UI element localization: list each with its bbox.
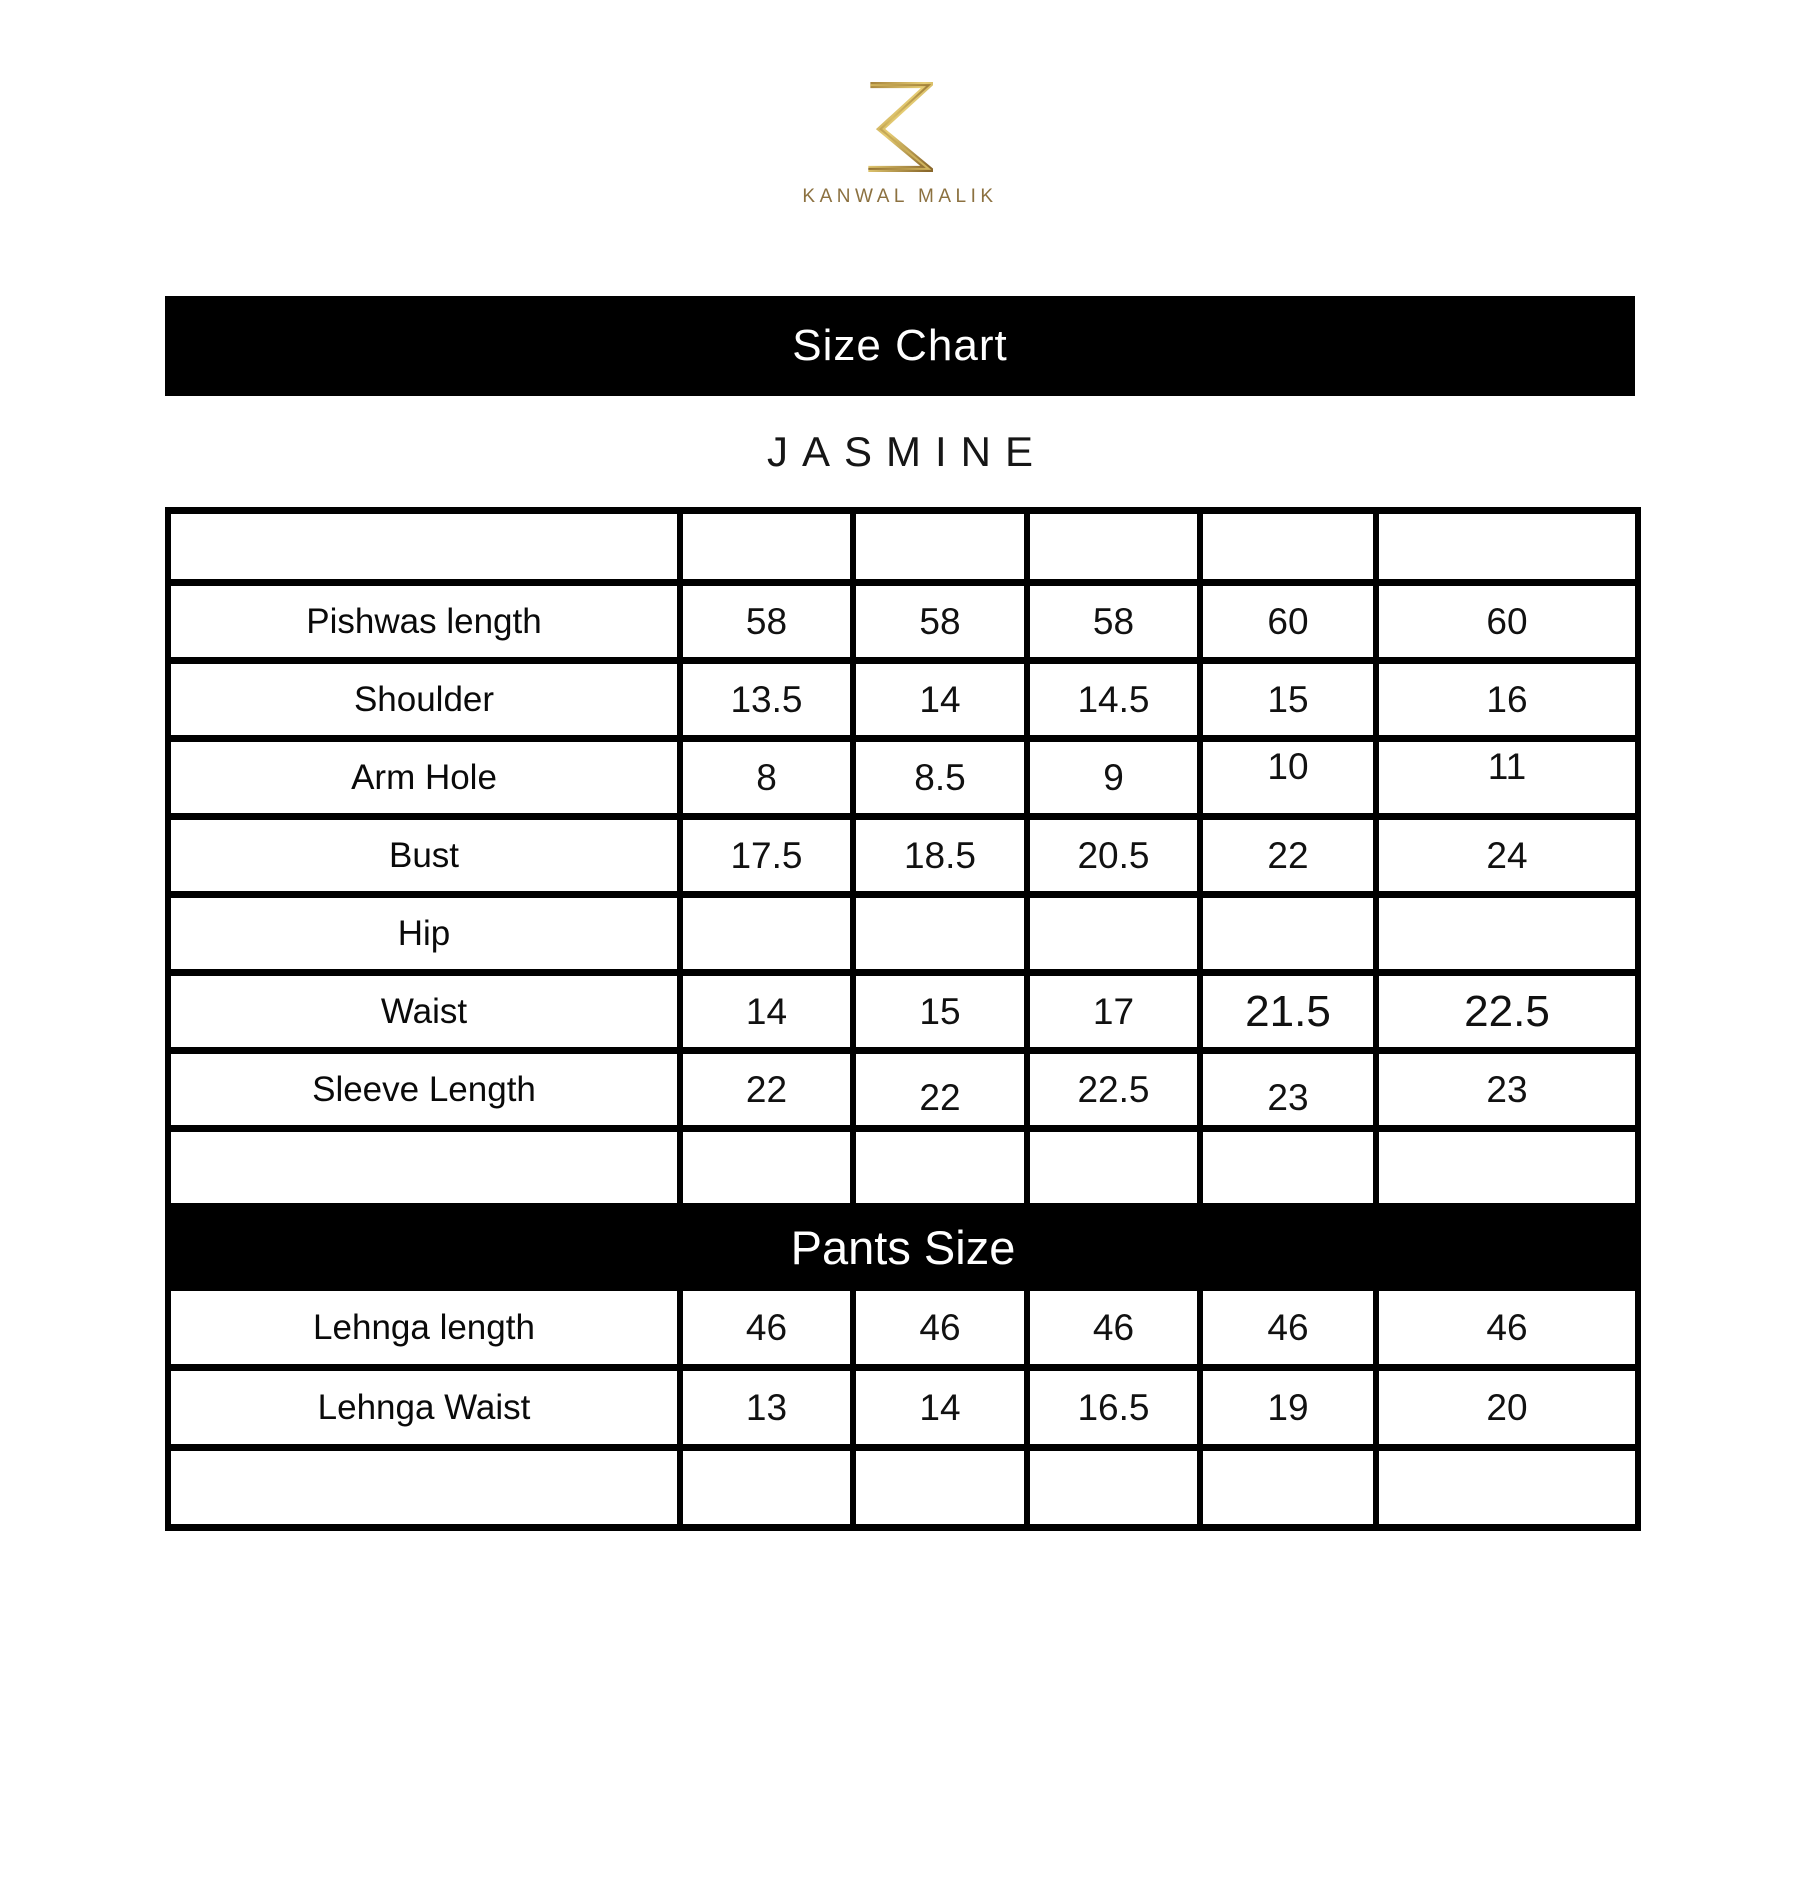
size-chart-banner bbox=[165, 296, 1635, 396]
size-chart-table-wrapper bbox=[165, 507, 1641, 1531]
cell-value: 14 bbox=[853, 661, 1027, 739]
cell-value bbox=[853, 1448, 1027, 1528]
cell-value: 23 bbox=[1200, 1051, 1376, 1129]
cell-value bbox=[1027, 895, 1200, 973]
cell-value: 46 bbox=[680, 1288, 853, 1368]
size-chart-banner-title: Size Chart bbox=[792, 321, 1008, 370]
row-empty-top-section bbox=[168, 1129, 1638, 1207]
cell-value: 9 bbox=[1027, 739, 1200, 817]
cell-value: 21.5 bbox=[1200, 973, 1376, 1051]
cell-value: 22 bbox=[1200, 817, 1376, 895]
row-label: Hip bbox=[168, 895, 680, 973]
cell-value: 22 bbox=[853, 1051, 1027, 1129]
cell-value bbox=[1376, 895, 1638, 973]
cell-value: 20.5 bbox=[1027, 817, 1200, 895]
size-chart-table bbox=[165, 507, 1641, 1531]
row-shoulder bbox=[168, 661, 1638, 739]
row-label: Lehnga length bbox=[168, 1288, 680, 1368]
cell-value bbox=[1200, 1129, 1376, 1207]
cell-value bbox=[1027, 1448, 1200, 1528]
brand-monogram-icon bbox=[867, 80, 933, 174]
pants-size-banner-row bbox=[168, 1207, 1638, 1288]
cell-value: 58 bbox=[680, 583, 853, 661]
row-pishwas-length bbox=[168, 583, 1638, 661]
row-label: Arm Hole bbox=[168, 739, 680, 817]
cell-value bbox=[1376, 1129, 1638, 1207]
cell-value: 8.5 bbox=[853, 739, 1027, 817]
header-size-medium: Medium bbox=[1027, 511, 1200, 583]
cell-value: 20 bbox=[1376, 1368, 1638, 1448]
cell-value: 16.5 bbox=[1027, 1368, 1200, 1448]
cell-value: 13 bbox=[680, 1368, 853, 1448]
cell-value: 16 bbox=[1376, 661, 1638, 739]
row-lehnga-waist bbox=[168, 1368, 1638, 1448]
header-size-large: Large bbox=[1200, 511, 1376, 583]
row-hip bbox=[168, 895, 1638, 973]
cell-value: 15 bbox=[853, 973, 1027, 1051]
product-name: JASMINE bbox=[766, 428, 1048, 475]
row-label: Shoulder bbox=[168, 661, 680, 739]
row-sleeve-length bbox=[168, 1051, 1638, 1129]
header-size-ex-large: Ex large bbox=[1376, 511, 1638, 583]
cell-value: 22.5 bbox=[1376, 973, 1638, 1051]
cell-value bbox=[680, 1448, 853, 1528]
cell-value: 60 bbox=[1200, 583, 1376, 661]
cell-value bbox=[1200, 895, 1376, 973]
cell-value: 58 bbox=[853, 583, 1027, 661]
row-bust bbox=[168, 817, 1638, 895]
row-lehnga-length bbox=[168, 1288, 1638, 1368]
cell-value bbox=[680, 1129, 853, 1207]
cell-value: 46 bbox=[1027, 1288, 1200, 1368]
cell-value: 17.5 bbox=[680, 817, 853, 895]
cell-value: 14.5 bbox=[1027, 661, 1200, 739]
cell-value bbox=[680, 895, 853, 973]
cell-value: 22 bbox=[680, 1051, 853, 1129]
cell-value: 15 bbox=[1200, 661, 1376, 739]
cell-value: 46 bbox=[853, 1288, 1027, 1368]
header-size-small: Small bbox=[853, 511, 1027, 583]
row-label: Waist bbox=[168, 973, 680, 1051]
cell-value: 19 bbox=[1200, 1368, 1376, 1448]
cell-value: 10 bbox=[1200, 739, 1376, 817]
cell-value bbox=[1376, 1448, 1638, 1528]
row-arm-hole bbox=[168, 739, 1638, 817]
cell-value bbox=[1200, 1448, 1376, 1528]
cell-value: 46 bbox=[1200, 1288, 1376, 1368]
cell-value: 18.5 bbox=[853, 817, 1027, 895]
brand-logo bbox=[0, 80, 1800, 208]
cell-value bbox=[1027, 1129, 1200, 1207]
pants-size-banner-title: Pants Size bbox=[168, 1207, 1638, 1288]
cell-value: 14 bbox=[853, 1368, 1027, 1448]
cell-value: 60 bbox=[1376, 583, 1638, 661]
row-label: Lehnga Waist bbox=[168, 1368, 680, 1448]
row-label: Bust bbox=[168, 817, 680, 895]
row-label bbox=[168, 1448, 680, 1528]
cell-value: 17 bbox=[1027, 973, 1200, 1051]
header-size-ex-small: Ex Small bbox=[680, 511, 853, 583]
cell-value: 46 bbox=[1376, 1288, 1638, 1368]
cell-value: 13.5 bbox=[680, 661, 853, 739]
row-label: Sleeve Length bbox=[168, 1051, 680, 1129]
cell-value: 11 bbox=[1376, 739, 1638, 817]
cell-value: 24 bbox=[1376, 817, 1638, 895]
brand-wordmark: KANWAL MALIK bbox=[802, 186, 998, 207]
cell-value: 8 bbox=[680, 739, 853, 817]
cell-value: 22.5 bbox=[1027, 1051, 1200, 1129]
row-waist bbox=[168, 973, 1638, 1051]
row-label bbox=[168, 1129, 680, 1207]
cell-value bbox=[853, 895, 1027, 973]
header-details: Details bbox=[168, 511, 680, 583]
row-empty-bottom-section bbox=[168, 1448, 1638, 1528]
cell-value bbox=[853, 1129, 1027, 1207]
header-row bbox=[168, 511, 1638, 583]
row-label: Pishwas length bbox=[168, 583, 680, 661]
cell-value: 14 bbox=[680, 973, 853, 1051]
cell-value: 23 bbox=[1376, 1051, 1638, 1129]
cell-value: 58 bbox=[1027, 583, 1200, 661]
